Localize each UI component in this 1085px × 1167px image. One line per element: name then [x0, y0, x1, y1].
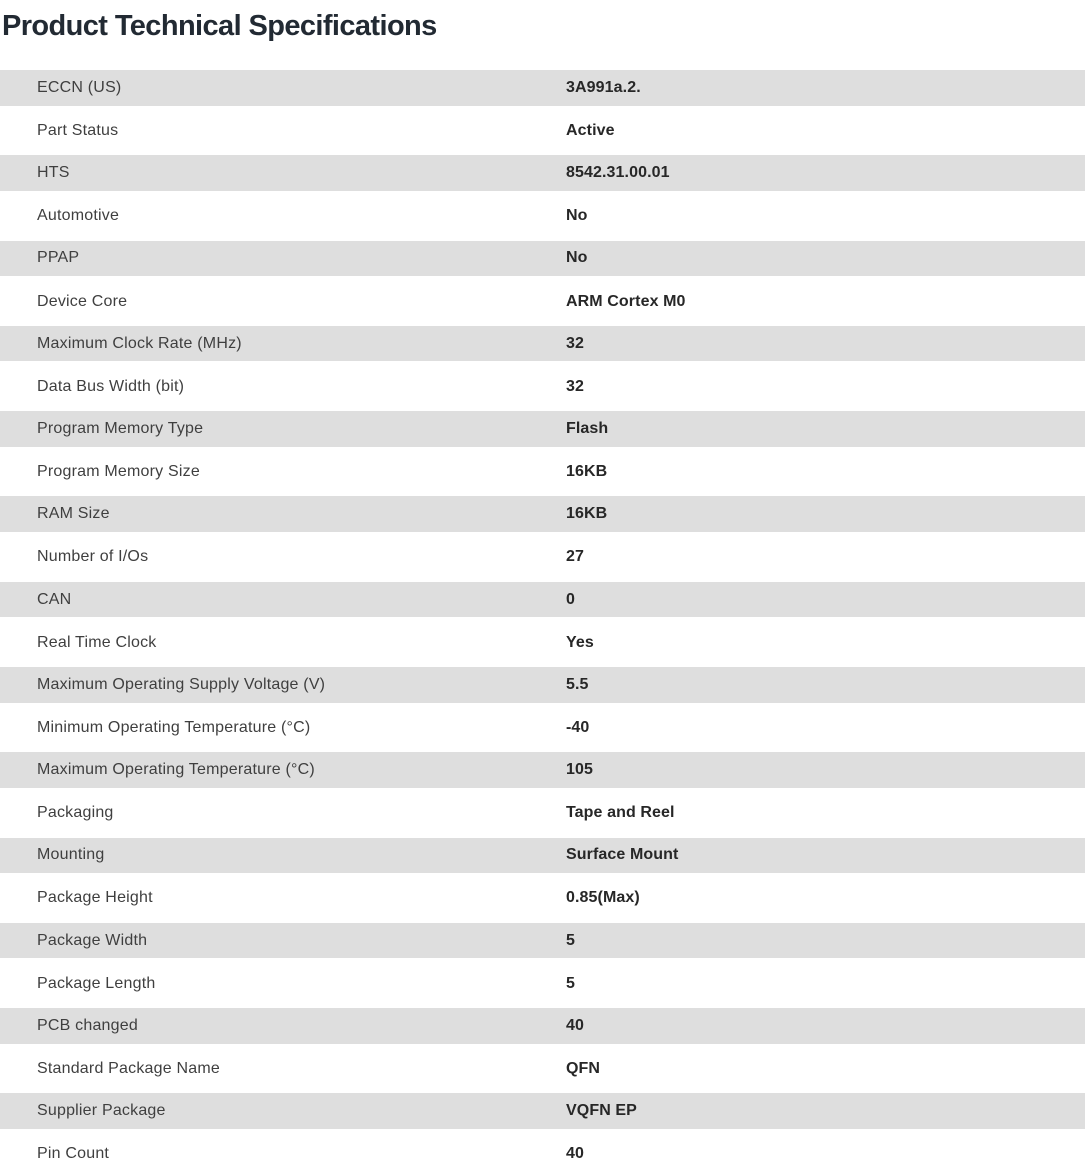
- spec-row: [0, 493, 1085, 536]
- spec-label: Supplier Package: [37, 1103, 166, 1120]
- spec-value: Tape and Reel: [566, 805, 675, 822]
- spec-row: [0, 877, 1085, 920]
- spec-value: 5: [566, 932, 575, 949]
- spec-label: ECCN (US): [37, 79, 122, 96]
- spec-row: [0, 408, 1085, 451]
- spec-row: [0, 365, 1085, 408]
- spec-label: Program Memory Type: [37, 420, 204, 437]
- spec-row: [0, 1133, 1085, 1167]
- spec-value: 3A991a.2.: [566, 79, 641, 96]
- spec-label: Maximum Operating Temperature (°C): [37, 762, 315, 779]
- spec-row: [0, 792, 1085, 835]
- spec-value: 40: [566, 1017, 584, 1034]
- spec-label: Package Width: [37, 932, 148, 949]
- spec-label: PCB changed: [37, 1017, 138, 1034]
- spec-value: -40: [566, 719, 590, 736]
- spec-label: Package Height: [37, 890, 153, 907]
- spec-value: 105: [566, 762, 593, 779]
- spec-value: Yes: [566, 634, 594, 651]
- spec-value: 32: [566, 378, 584, 395]
- spec-value: VQFN EP: [566, 1103, 637, 1120]
- spec-row: [0, 280, 1085, 323]
- spec-value: No: [566, 250, 588, 267]
- spec-row: [0, 536, 1085, 579]
- spec-label: Maximum Clock Rate (MHz): [37, 335, 242, 352]
- spec-label: Packaging: [37, 805, 114, 822]
- spec-row: [0, 962, 1085, 1005]
- spec-label: Mounting: [37, 847, 105, 864]
- spec-value: 0: [566, 591, 575, 608]
- spec-row: [0, 920, 1085, 963]
- spec-value: 5: [566, 975, 575, 992]
- spec-label: Device Core: [37, 293, 128, 310]
- spec-value: 0.85(Max): [566, 890, 640, 907]
- spec-row: [0, 195, 1085, 238]
- spec-value: QFN: [566, 1061, 601, 1078]
- spec-label: Package Length: [37, 975, 156, 992]
- spec-row: [0, 1048, 1085, 1091]
- spec-value: 5.5: [566, 676, 589, 693]
- spec-value: Surface Mount: [566, 847, 679, 864]
- spec-row: [0, 451, 1085, 494]
- spec-value: ARM Cortex M0: [566, 293, 686, 310]
- spec-label: Part Status: [37, 122, 119, 139]
- spec-value: 16KB: [566, 506, 608, 523]
- spec-value: 27: [566, 549, 584, 566]
- spec-row: [0, 835, 1085, 878]
- spec-row: [0, 749, 1085, 792]
- spec-table: [0, 67, 1085, 1167]
- spec-label: HTS: [37, 165, 70, 182]
- spec-label: Maximum Operating Supply Voltage (V): [37, 676, 326, 693]
- spec-label: Program Memory Size: [37, 464, 200, 481]
- spec-label: Automotive: [37, 208, 120, 225]
- page-title: Product Technical Specifications: [2, 10, 437, 42]
- spec-label: CAN: [37, 591, 72, 608]
- spec-label: Number of I/Os: [37, 549, 149, 566]
- spec-row: [0, 323, 1085, 366]
- spec-row: [0, 67, 1085, 110]
- spec-row: [0, 238, 1085, 281]
- spec-row: [0, 1005, 1085, 1048]
- spec-value: Flash: [566, 420, 609, 437]
- spec-label: Pin Count: [37, 1146, 110, 1163]
- spec-row: [0, 110, 1085, 153]
- spec-label: PPAP: [37, 250, 80, 267]
- spec-value: Active: [566, 122, 615, 139]
- spec-row: [0, 621, 1085, 664]
- spec-label: Data Bus Width (bit): [37, 378, 185, 395]
- spec-row: [0, 1090, 1085, 1133]
- spec-value: 32: [566, 335, 584, 352]
- spec-value: 40: [566, 1146, 584, 1163]
- spec-value: No: [566, 208, 588, 225]
- spec-label: Real Time Clock: [37, 634, 157, 651]
- spec-label: RAM Size: [37, 506, 110, 523]
- spec-label: Standard Package Name: [37, 1061, 220, 1078]
- spec-row: [0, 152, 1085, 195]
- spec-value: 8542.31.00.01: [566, 165, 670, 182]
- spec-row: [0, 664, 1085, 707]
- spec-row: [0, 707, 1085, 750]
- spec-row: [0, 579, 1085, 622]
- spec-value: 16KB: [566, 464, 608, 481]
- spec-label: Minimum Operating Temperature (°C): [37, 719, 311, 736]
